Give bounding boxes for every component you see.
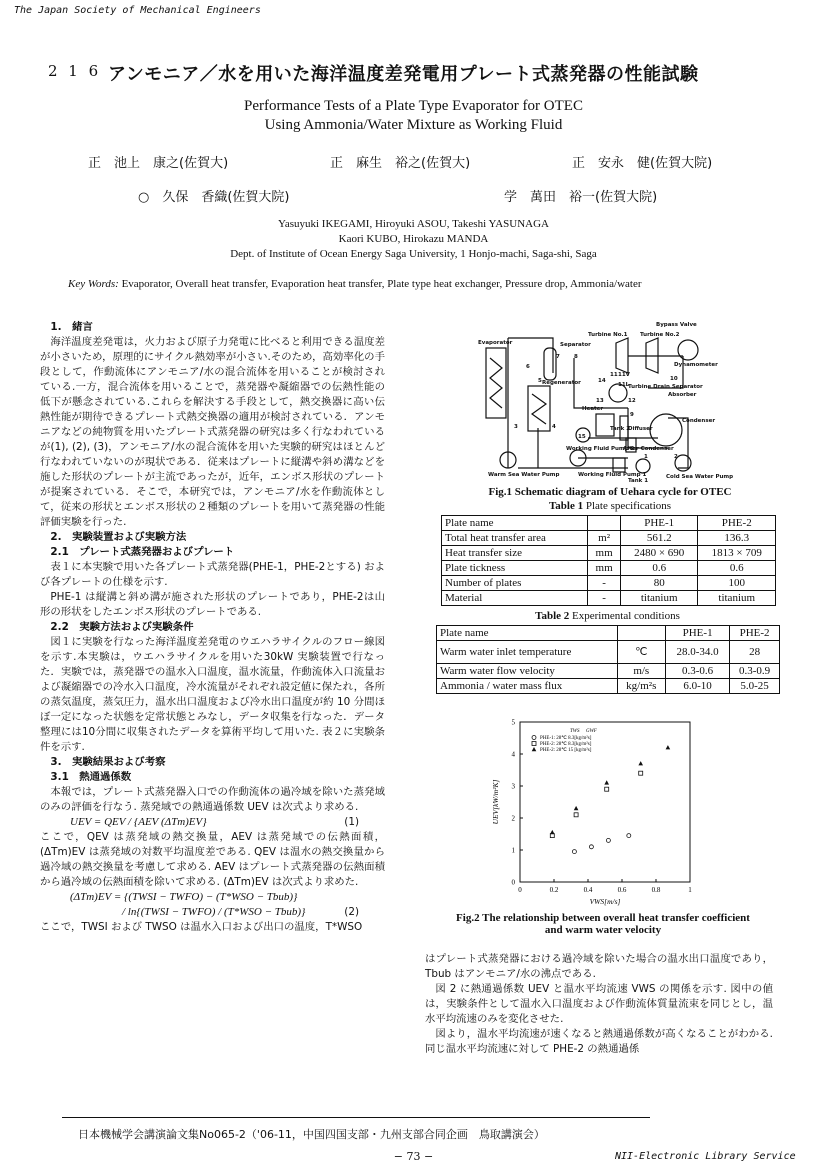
y-tick-label: 3	[511, 782, 515, 791]
data-point-triangle	[638, 761, 643, 765]
table-header	[588, 516, 621, 531]
fig1-label-wf-pump2: Working Fluid Pump 2	[566, 446, 635, 452]
table-cell: 0.3-0.9	[730, 664, 780, 679]
fig1-label-condenser: Condenser	[682, 418, 716, 424]
table-cell: Heat transfer size	[442, 546, 588, 561]
authors-en-line2: Kaori KUBO, Hirokazu MANDA	[338, 233, 489, 245]
fig1-num-11l: 11L	[618, 382, 630, 388]
table-cell: 0.3-0.6	[666, 664, 730, 679]
table-cell: 561.2	[620, 531, 698, 546]
fig1-num-6: 6	[526, 364, 530, 370]
table2-header-row	[437, 626, 780, 641]
table1-caption	[440, 500, 780, 512]
legend-header-gwf: GWF	[586, 729, 597, 734]
y-tick-label: 2	[511, 814, 515, 823]
keywords	[68, 278, 642, 290]
fig1-num-9: 9	[630, 412, 634, 418]
paragraph-method: 図１に実験を行なった海洋温度差発電のウエハラサイクルのフロー線図を示す.本実験は，ウエハラサイクルを用いた30kW 実験装置で行なった．実験では，蒸発器での温水入口温度，温水流量，作動流体入口流量および凝縮器での冷水入口温度，冷水流量がそれぞれ設定値に保たれ，各所の蒸気温度，蒸気圧力，温水出口温度および冷水出口温度が約 10 分間ほぼ一定になった状態を定常状態とみなし，データ収集を行なった．データ整理には10分間に収集されたデータを算術平均して用いた. 表２に実験条件を示す.	[40, 636, 385, 753]
y-tick-label: 5	[511, 718, 515, 727]
equation-1-body: UEV = QEV / {AEV (ΔTm)EV}	[70, 816, 207, 828]
table-row	[442, 561, 776, 576]
fig1-caption: Fig.1 Schematic diagram of Uehara cycle for OTEC	[488, 486, 732, 498]
paragraph-definitions: ここで，QEV は蒸発域の熱交換量，AEV は蒸発域での伝熱面積，(ΔTm)EV は蒸発域の対数平均温度差である. QEV は温水の熱交換量から過冷域の熱交換量を考慮して求める. AEV はプレート式蒸発器の伝熱面積から過冷域の伝熱面積を除いて求める. (ΔTm)EV は次式より求めた.	[40, 831, 385, 888]
footer-rule	[62, 1117, 650, 1118]
table-cell: m/s	[617, 664, 666, 679]
y-axis-label: UEV[kW/m²K]	[491, 779, 500, 825]
equation-2-line1: (ΔTm)EV = {(TWSI − TWFO) − (T*WSO − Tbub)}	[70, 891, 298, 903]
paragraph-result: 図より，温水平均流速が速くなると熱通過係数が高くなることがわかる. 同じ温水平均流速に対して PHE-2 の熱通過係	[425, 1028, 773, 1055]
affiliation: Dept. of Institute of Ocean Energy Saga University, 1 Honjo-machi, Saga-shi, Saga	[230, 248, 597, 260]
table-cell: mm	[588, 561, 621, 576]
data-point-circle	[572, 850, 576, 854]
x-axis-label: VWS[m/s]	[589, 897, 621, 906]
table-cell: 0.6	[620, 561, 698, 576]
table-cell: Number of plates	[442, 576, 588, 591]
paragraph-plates: PHE-1 は縦溝と斜め溝が施された形状のプレートであり，PHE-2は山形の形状をしたエンボス形状のプレートである.	[40, 591, 385, 618]
table-row	[437, 641, 780, 664]
data-point-circle	[589, 845, 593, 849]
table2-experimental-conditions	[436, 625, 780, 694]
fig1-label-dynamometer: Dynamometer	[674, 362, 718, 368]
paragraph-temps: ここで，TWSI および TWSO は温水入口および出口の温度，T*WSO	[40, 921, 363, 933]
section-2-heading: 2. 実験装置および実験方法	[50, 531, 187, 543]
intro-paragraph: 海洋温度差発電は，火力および原子力発電に比べると利用できる温度差が小さいため，原理的にサイクル熱効率が小さい.そのため，高効率化の手段として，作動流体にアンモニア/水の混合流体を用いることが検討されている.一方，混合流体を用いることで，蒸発器や凝縮器での伝熱性能の低下が懸念されている.これらを解決する手段として，熱交換器に高い伝熱性能が期待できるプレート式熱交換器の適用が検討されている．アンモニアなどの純物質を用いたプレート式蒸発器の研究は多く行なわれているが(1), (2), (3)，アンモニア/水の混合流体を用いた実験的研究はほとんど行なわれていないのが現状である．従来はプレートに縦溝や斜め溝などを施した形状のプレートが主流であったが，近年，エンボス形状のプレートが提案されている．そこで，本研究では，アンモニア/水を作動流体として，従来の形状とエンボス形状の２種類のプレートを用いて蒸発器の性能評価実験を行った.	[40, 336, 385, 528]
legend-entry: PHE-1: 28℃ 8.3[kg/m²s]	[540, 736, 592, 741]
table-cell: -	[588, 576, 621, 591]
data-point-triangle	[604, 780, 609, 784]
title-english-line2: Using Ammonia/Water Mixture as Working Fluid	[264, 117, 563, 133]
table1-caption-label: Table 1	[548, 500, 584, 512]
equation-1	[40, 815, 385, 830]
fig2-caption	[418, 912, 788, 936]
fig1-label-diffuser: Diffuser	[628, 426, 653, 432]
equation-2-line2: / ln{(TWSI − TWFO) / (T*WSO − Tbub)}	[122, 906, 306, 918]
fig1-label-after-condenser: After Condenser	[623, 446, 674, 452]
fig1-label-tank2: Tank 2	[610, 426, 631, 432]
table-row	[442, 546, 776, 561]
title-japanese: アンモニア／水を用いた海洋温度差発電用プレート式蒸発器の性能試験	[108, 64, 699, 85]
title-english-line1: Performance Tests of a Plate Type Evaporator for OTEC	[244, 98, 583, 114]
table-row	[442, 531, 776, 546]
table-header: PHE-2	[730, 626, 780, 641]
fig1-label-heater: Heater	[582, 406, 604, 412]
paper-number: 2 1 6	[48, 62, 102, 80]
fig1-num-15: 15	[578, 434, 586, 440]
legend-marker	[532, 747, 537, 751]
data-point-triangle	[666, 745, 671, 749]
data-point-triangle	[574, 806, 579, 810]
keywords-text: Evaporator, Overall heat transfer, Evaporation heat transfer, Plate type heat exchanger, Pressure drop, Ammonia/water	[118, 278, 642, 290]
author-5: 学 萬田 裕一(佐賀大院)	[504, 190, 658, 205]
paragraph-tbub: はプレート式蒸発器における過冷域を除いた場合の温水出口温度であり，Tbub はアンモニア/水の沸点である.	[425, 953, 773, 980]
fig1-num-12: 12	[628, 398, 636, 404]
equation-2-number: (2)	[344, 906, 359, 918]
author-3: 正 安永 健(佐賀大院)	[572, 156, 713, 171]
fig1-label-warm-pump: Warm Sea Water Pump	[488, 472, 560, 478]
data-point-square	[639, 771, 643, 775]
page-number: − 73 −	[393, 1150, 434, 1163]
table-cell: 28.0-34.0	[666, 641, 730, 664]
fig1-label-tank1: Tank 1	[628, 478, 649, 484]
table-row	[442, 576, 776, 591]
paragraph-uev: 本報では，プレート式蒸発器入口での作動流体の過冷域を除いた蒸発域のみの評価を行なう. 蒸発域での熱通過係数 UEV は次式より求める.	[40, 786, 385, 813]
table-cell: 6.0-10	[666, 679, 730, 694]
table-cell: mm	[588, 546, 621, 561]
table-cell: 136.3	[698, 531, 776, 546]
table1-header-row	[442, 516, 776, 531]
table-cell: 80	[620, 576, 698, 591]
fig1-num-10: 10	[670, 376, 678, 382]
data-point-circle	[606, 838, 610, 842]
table-cell: 28	[730, 641, 780, 664]
left-column	[40, 320, 385, 935]
keywords-label: Key Words:	[68, 278, 119, 290]
x-tick-label: 1	[688, 886, 692, 894]
section-2-2-heading: 2.2 実験方法および実験条件	[50, 621, 194, 633]
equation-2	[40, 905, 385, 920]
table-header	[617, 626, 666, 641]
fig1-label-turbine1: Turbine No.1	[588, 332, 628, 338]
table-header: Plate name	[437, 626, 618, 641]
fig1-num-7: 7	[556, 354, 560, 360]
table1-caption-text: Plate specifications	[583, 500, 672, 512]
legend-header-tws: TWS	[570, 729, 580, 734]
fig2-caption-line2: and warm water velocity	[544, 924, 662, 936]
fig1-num-13: 13	[596, 398, 604, 404]
table-cell: Plate tickness	[442, 561, 588, 576]
table2-caption-text: Experimental conditions	[569, 610, 680, 622]
table-cell: titanium	[620, 591, 698, 606]
y-tick-label: 1	[511, 846, 515, 855]
table-cell: Total heat transfer area	[442, 531, 588, 546]
fig1-label-turbine-drain: Turbine Drain Separator	[628, 384, 703, 390]
fig1-num-14: 14	[598, 378, 606, 384]
data-point-circle	[627, 834, 631, 838]
data-point-square	[605, 787, 609, 791]
table-cell: Warm water flow velocity	[437, 664, 618, 679]
fig1-label-regenerator: Regenerator	[542, 380, 581, 386]
table-cell: Material	[442, 591, 588, 606]
table-cell: 0.6	[698, 561, 776, 576]
author-1: 正 池上 康之(佐賀大)	[88, 156, 229, 171]
legend-entry: PHE-2: 28℃ 15 [kg/m²s]	[540, 748, 592, 753]
table-cell: 100	[698, 576, 776, 591]
y-tick-label: 0	[511, 878, 515, 887]
equation-1-number: (1)	[344, 816, 359, 828]
fig1-label-evaporator: Evaporator	[478, 340, 513, 346]
fig1-num-4: 4	[552, 424, 556, 430]
fig1-label-absorber: Absorber	[668, 392, 697, 398]
table-cell: Ammonia / water mass flux	[437, 679, 618, 694]
table-header: Plate name	[442, 516, 588, 531]
authors-en-line1: Yasuyuki IKEGAMI, Hiroyuki ASOU, Takeshi YASUNAGA	[278, 218, 549, 230]
data-point-square	[574, 813, 578, 817]
section-1-heading: 1. 緒言	[50, 321, 93, 333]
table-header: PHE-1	[666, 626, 730, 641]
footer-service: NII-Electronic Library Service	[615, 1151, 796, 1162]
fig1-schematic	[478, 318, 734, 486]
footer-proceedings: 日本機械学会講演論文集No065-2（'06-11，中国四国支部・九州支部合同企画 鳥取講演会）	[78, 1128, 545, 1141]
fig1-label-wf-pump1: Working Fluid Pump 1	[578, 472, 647, 478]
paragraph-table1-ref: 表１に本実験で用いた各プレート式蒸発器(PHE-1，PHE-2とする) および各プレートの仕様を示す.	[40, 561, 385, 588]
fig1-label-separator: Separator	[560, 342, 591, 348]
table-row	[442, 591, 776, 606]
x-tick-label: 0.2	[549, 886, 559, 894]
table-cell: 2480 × 690	[620, 546, 698, 561]
fig1-num-1: 1	[644, 454, 648, 460]
legend-marker	[532, 736, 536, 740]
fig1-label-bypass: Bypass Valve	[656, 322, 697, 328]
section-2-1-heading: 2.1 プレート式蒸発器およびプレート	[50, 546, 235, 558]
table-cell: titanium	[698, 591, 776, 606]
right-column-text	[425, 952, 773, 1057]
x-tick-label: 0.8	[651, 886, 661, 894]
table2-caption	[435, 610, 780, 622]
table-cell: m²	[588, 531, 621, 546]
fig2-scatter-chart	[486, 712, 718, 912]
legend-marker	[532, 742, 536, 746]
fig1-label-cold-pump: Cold Sea Water Pump	[666, 474, 734, 480]
fig1-label-turbine2: Turbine No.2	[640, 332, 680, 338]
table-row	[437, 679, 780, 694]
table-header: PHE-2	[698, 516, 776, 531]
section-3-1-heading: 3.1 熱通過係数	[50, 771, 132, 783]
table-cell: ℃	[617, 641, 666, 664]
table-row	[437, 664, 780, 679]
fig1-num-8: 8	[574, 354, 578, 360]
fig1-num-3: 3	[514, 424, 518, 430]
data-point-triangle	[550, 830, 555, 834]
legend-entry: PHE-2: 28℃ 8.3[kg/m²s]	[540, 742, 592, 747]
paragraph-fig2: 図 2 に熱通過係数 UEV と温水平均流速 VWS の関係を示す. 図中の値は，実験条件として温水入口温度および作動流体質量流束を同じとし，温水平均流速のみを変化させた.	[425, 983, 773, 1025]
table-header: PHE-1	[620, 516, 698, 531]
fig1-num-5: 5	[538, 378, 542, 384]
x-tick-label: 0	[518, 886, 522, 894]
fig1-num-11: 11	[610, 372, 618, 378]
fig1-num-2: 2	[674, 454, 678, 460]
table-cell: -	[588, 591, 621, 606]
y-tick-label: 4	[511, 750, 515, 759]
x-tick-label: 0.6	[617, 886, 627, 894]
table2-caption-label: Table 2	[535, 610, 570, 622]
table-cell: kg/m²s	[617, 679, 666, 694]
table-cell: 1813 × 709	[698, 546, 776, 561]
section-3-heading: 3. 実験結果および考察	[50, 756, 166, 768]
author-4: ○ 久保 香織(佐賀大院)	[138, 190, 290, 205]
x-tick-label: 0.4	[583, 886, 593, 894]
table-cell: Warm water inlet temperature	[437, 641, 618, 664]
table-cell: 5.0-25	[730, 679, 780, 694]
fig1-num-11v: 11V	[618, 372, 630, 378]
fig2-caption-line1: Fig.2 The relationship between overall heat transfer coefficient	[456, 912, 750, 924]
society-header: The Japan Society of Mechanical Engineers	[14, 5, 261, 16]
author-2: 正 麻生 裕之(佐賀大)	[330, 156, 471, 171]
table1-plate-specs	[441, 515, 776, 606]
